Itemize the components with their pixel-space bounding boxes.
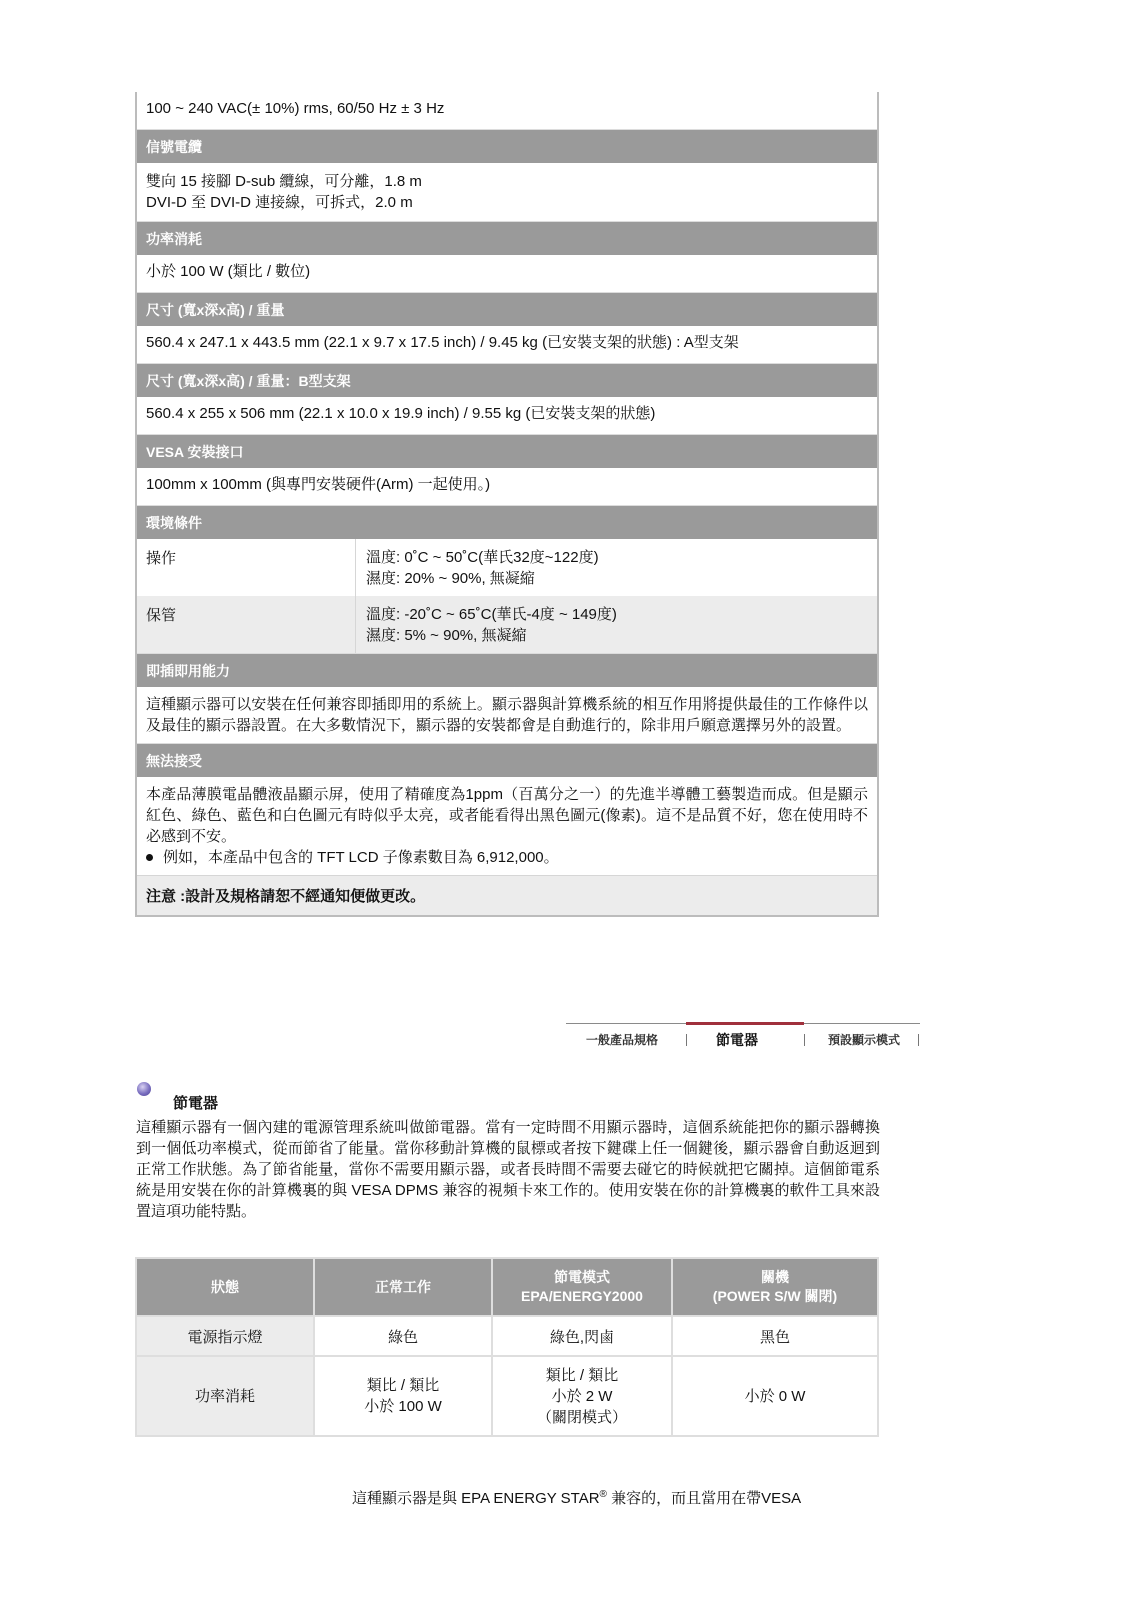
row-label: 功率消耗 [136,1356,314,1436]
spec-note: 注意 :設計及規格請恕不經通知便做更改。 [137,875,877,915]
operating-label: 操作 [137,539,356,596]
cell-line: 類比 / 類比 [545,1366,619,1384]
spec-table [135,92,879,917]
power-supply-value: 100 ~ 240 VAC(± 10%) rms, 60/50 Hz ± 3 Hz [137,92,877,129]
col-header-saving-line: EPA/ENERGY2000 [521,1288,643,1304]
dimensions-b-header: 尺寸 (寬x深x高) / 重量：B型支架 [137,363,877,397]
environment-storage-row [137,596,877,653]
registered-mark: ® [599,1489,607,1500]
vesa-header: VESA 安裝接口 [137,434,877,468]
col-header-normal: 正常工作 [314,1258,492,1316]
footer-after: 兼容的，而且當用在帶VESA [606,1490,802,1507]
tab-divider [686,1034,687,1046]
table-cell: 綠色,閃鹵 [492,1316,672,1356]
table-cell: 黑色 [672,1316,878,1356]
storage-humidity: 濕度: 5% ~ 90%, 無凝縮 [366,627,527,644]
tab-divider [918,1034,919,1046]
table-cell: 綠色 [314,1316,492,1356]
power-saver-table [135,1257,879,1437]
operating-humidity: 濕度: 20% ~ 90%, 無凝縮 [366,570,535,587]
storage-values [356,596,627,653]
environment-operating-row [137,539,877,596]
col-header-saving-line: 節電模式 [554,1269,610,1285]
row-label: 電源指示燈 [136,1316,314,1356]
col-header-off [672,1258,878,1316]
cell-line: 小於 2 W [551,1387,613,1405]
cell-line: （關閉模式） [536,1408,627,1426]
signal-cable-line: 雙向 15 接腳 D-sub 纜線，可分離，1.8 m [146,173,422,190]
section-nav [566,1023,920,1052]
operating-temperature: 溫度: 0˚C ~ 50˚C(華氏32度~122度) [366,549,599,566]
bullet-orb-icon [137,1082,151,1096]
unacceptable-header: 無法接受 [137,743,877,777]
storage-temperature: 溫度: -20˚C ~ 65˚C(華氏-4度 ~ 149度) [366,606,617,623]
signal-cable-value [137,163,877,221]
tab-divider [804,1034,805,1046]
plug-and-play-header: 即插即用能力 [137,653,877,687]
col-header-saving [492,1258,672,1316]
table-cell [314,1356,492,1436]
dimensions-b-value: 560.4 x 255 x 506 mm (22.1 x 10.0 x 19.9 inch) / 9.55 kg (已安裝支架的狀態) [137,397,877,434]
operating-values [356,539,609,596]
cell-line: 類比 / 類比 [366,1377,440,1394]
tab-general-specs[interactable]: 一般產品規格 [586,1033,659,1047]
col-header-state: 狀態 [136,1258,314,1316]
dimensions-a-value: 560.4 x 247.1 x 443.5 mm (22.1 x 9.7 x 17.5 inch) / 9.45 kg (已安裝支架的狀態) : A型支架 [137,326,877,363]
plug-and-play-text: 這種顯示器可以安裝在任何兼容即插即用的系統上。顯示器與計算機系統的相互作用將提供最佳的工作條件以及最佳的顯示器設置。在大多數情況下，顯示器的安裝都會是自動進行的，除非用戶願意選擇另外的設置。 [146,696,868,734]
footer-text [352,1487,801,1508]
unacceptable-body [137,777,877,875]
signal-cable-header: 信號電纜 [137,129,877,163]
table-cell: 小於 0 W [672,1356,878,1436]
table-cell [492,1356,672,1436]
power-saver-intro: 這種顯示器有一個內建的電源管理系統叫做節電器。當有一定時間不用顯示器時，這個系統能把你的顯示器轉換到一個低功率模式，從而節省了能量。當你移動計算機的鼠標或者按下鍵碟上任一個鍵後，顯示器會自動返迴到正常工作狀態。為了節省能量，當你不需要用顯示器，或者長時間不需要去碰它的時候就把它關掉。這個節電系統是用安裝在你的計算機裏的與 VESA DPMS 兼容的視頻卡來工作的。使用安裝在你的計算機裏的軟件工具來設置這項功能特點。 [136,1119,880,1220]
col-header-off-line: 關機 [761,1269,789,1285]
tab-preset-modes[interactable]: 預設顯示模式 [828,1033,901,1047]
section-title: 節電器 [173,1095,219,1112]
unacceptable-bullet: 例如，本產品中包含的 TFT LCD 子像素數目為 6,912,000。 [163,849,559,866]
signal-cable-line: DVI-D 至 DVI-D 連接線，可拆式，2.0 m [146,194,413,211]
footer-before: 這種顯示器是與 EPA ENERGY STAR [352,1490,600,1507]
power-consumption-value: 小於 100 W (類比 / 數位) [137,255,877,292]
table-row [136,1356,878,1436]
dimensions-a-header: 尺寸 (寬x深x高) / 重量 [137,292,877,326]
bullet-icon [146,854,153,861]
cell-line: 小於 100 W [364,1398,442,1415]
list-item [146,847,868,868]
active-tab-indicator [686,1022,804,1025]
unacceptable-text: 本產品薄膜電晶體液晶顯示屏，使用了精確度為1ppm（百萬分之一）的先進半導體工藝製造而成。但是顯示紅色、綠色、藍色和白色圖元有時似乎太亮，或者能看得出黑色圖元(像素)。這不是品質不好，您在使用時不必感到不安。 [146,786,868,845]
storage-label: 保管 [137,596,356,653]
table-row [136,1316,878,1356]
environment-header: 環境條件 [137,505,877,539]
tab-power-saver[interactable]: 節電器 [716,1032,758,1048]
col-header-off-line: (POWER S/W 關閉) [712,1288,838,1304]
vesa-value: 100mm x 100mm (與專門安裝硬件(Arm) 一起使用。) [137,468,877,505]
power-consumption-header: 功率消耗 [137,221,877,255]
